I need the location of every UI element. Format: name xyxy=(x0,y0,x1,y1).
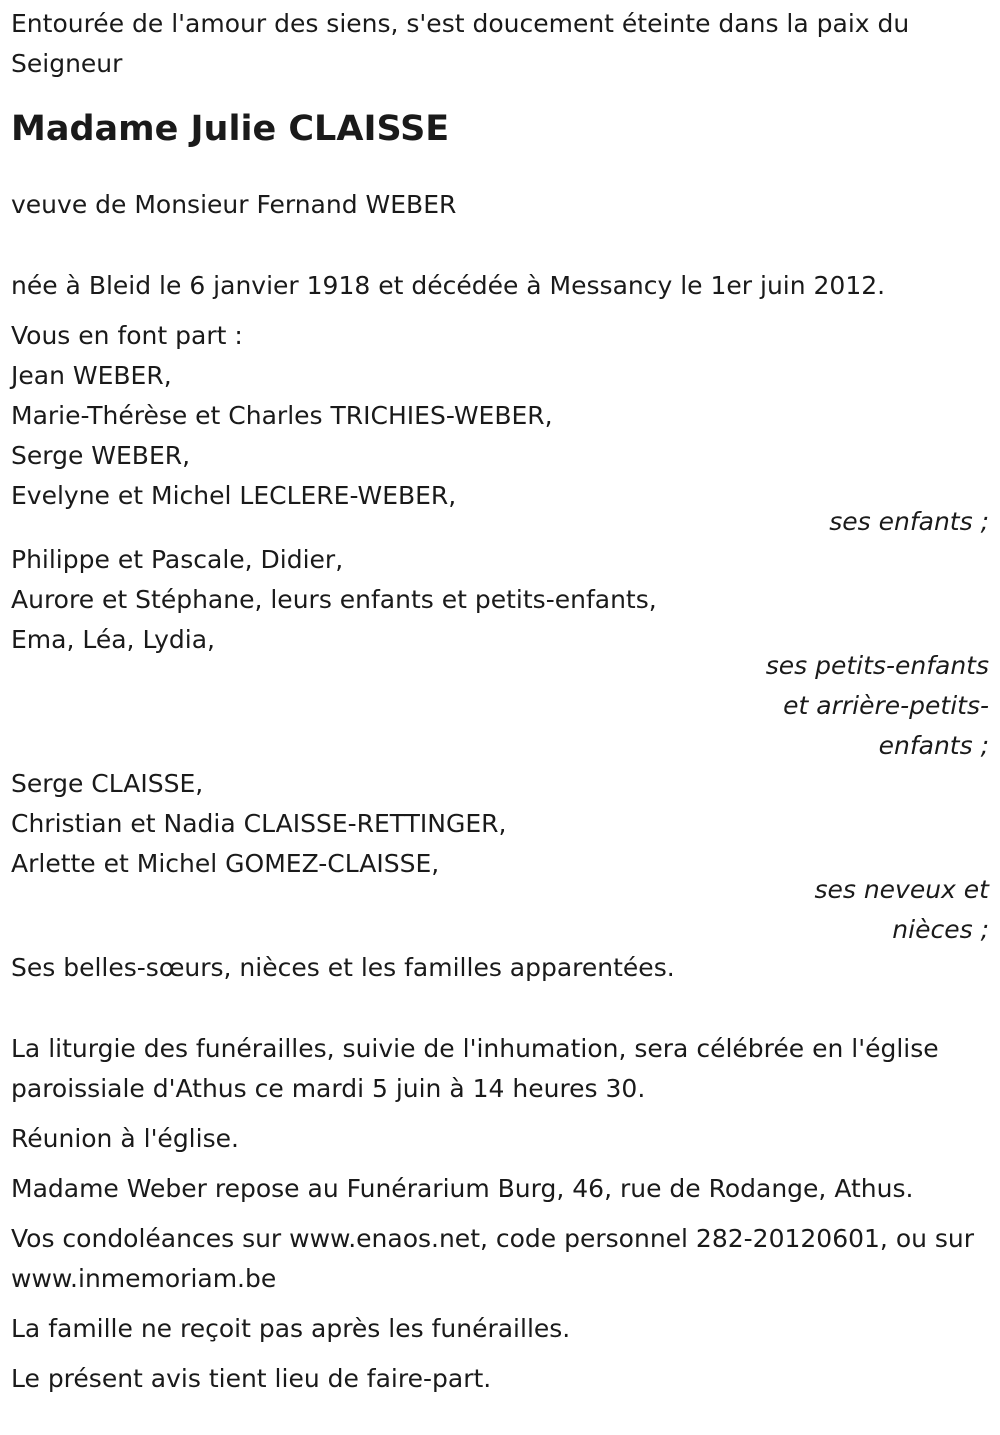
list-item: Serge CLAISSE, xyxy=(11,769,204,798)
list-item: Arlette et Michel GOMEZ-CLAISSE, xyxy=(11,849,440,878)
widow-line: veuve de Monsieur Fernand WEBER xyxy=(11,190,457,219)
no-reception-line: La famille ne reçoit pas après les funérailles. xyxy=(11,1314,571,1343)
children-role: ses enfants ; xyxy=(829,507,989,536)
children-list xyxy=(11,356,990,516)
others-line: Ses belles-sœurs, nièces et les familles apparentées. xyxy=(11,953,675,982)
deceased-name: Madame Julie CLAISSE xyxy=(11,109,450,149)
notice-line: Le présent avis tient lieu de faire-part. xyxy=(11,1364,492,1393)
rests-line: Madame Weber repose au Funérarium Burg, 46, rue de Rodange, Athus. xyxy=(11,1174,914,1203)
list-item: Jean WEBER, xyxy=(11,361,172,390)
list-item: Marie-Thérèse et Charles TRICHIES-WEBER, xyxy=(11,401,553,430)
birth-death-line: née à Bleid le 6 janvier 1918 et décédée à Messancy le 1er juin 2012. xyxy=(11,271,886,300)
grandchildren-role xyxy=(11,646,990,766)
list-item: Serge WEBER, xyxy=(11,441,191,470)
role-line: enfants ; xyxy=(878,731,989,760)
role-line: nièces ; xyxy=(892,915,989,944)
role-line: ses neveux et xyxy=(814,875,989,904)
list-item: Christian et Nadia CLAISSE-RETTINGER, xyxy=(11,809,507,838)
meeting-line: Réunion à l'église. xyxy=(11,1124,239,1153)
role-line: et arrière-petits- xyxy=(783,691,989,720)
grandchildren-list xyxy=(11,540,990,660)
list-item: Evelyne et Michel LECLERE-WEBER, xyxy=(11,481,457,510)
announce-line: Vous en font part : xyxy=(11,321,243,350)
role-line: ses petits-enfants xyxy=(765,651,989,680)
condolences-text: Vos condoléances sur www.enaos.net, code personnel 282-20120601, ou sur www.inmemoriam.be xyxy=(11,1224,975,1293)
list-item: Ema, Léa, Lydia, xyxy=(11,625,215,654)
list-item: Philippe et Pascale, Didier, xyxy=(11,545,344,574)
liturgy-text: La liturgie des funérailles, suivie de l'inhumation, sera célébrée en l'église paroissiale d'Athus ce mardi 5 juin à 14 heures 30. xyxy=(11,1034,939,1103)
intro-text: Entourée de l'amour des siens, s'est doucement éteinte dans la paix du Seigneur xyxy=(11,9,910,78)
nephews-list xyxy=(11,764,990,884)
list-item: Aurore et Stéphane, leurs enfants et petits-enfants, xyxy=(11,585,657,614)
